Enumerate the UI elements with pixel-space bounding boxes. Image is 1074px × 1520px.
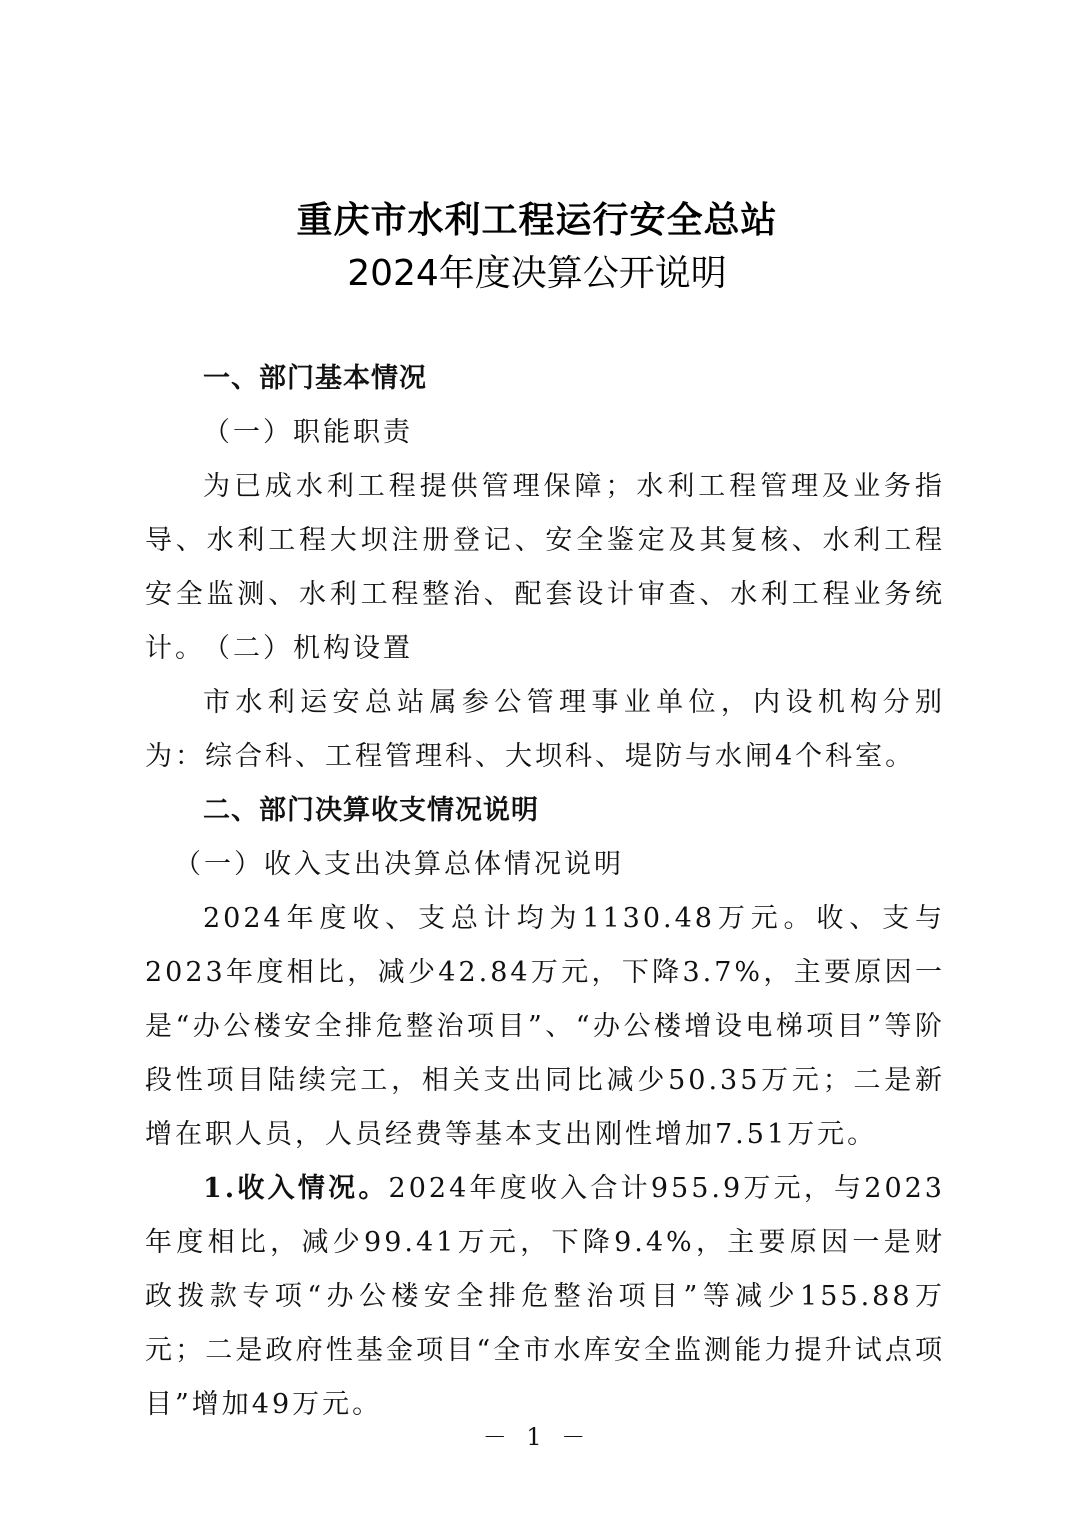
paragraph-functions: 为已成水利工程提供管理保障；水利工程管理及业务指导、水利工程大坝注册登记、安全鉴定及其复核、水利工程安全监测、水利工程整治、配套设计审查、水利工程业务统计。 xyxy=(145,471,945,664)
page-number: － 1 － xyxy=(482,1423,592,1451)
paragraph-income xyxy=(145,1162,945,1432)
section-heading-1: 一、部门基本情况 xyxy=(203,363,427,394)
income-body: 2024年度收入合计955.9万元，与2023年度相比，减少99.41万元，下降9.4%，主要原因一是财政拨款专项“办公楼安全排危整治项目”等减少155.88万元；二是政府性基金项目“全市水库安全监测能力提升试点项目”增加49万元。 xyxy=(145,1173,945,1420)
subsection-heading-2-1: （一）收入支出决算总体情况说明 xyxy=(174,849,624,880)
document-title-line2: 2024年度决算公开说明 xyxy=(347,253,727,294)
document-title-line1: 重庆市水利工程运行安全总站 xyxy=(296,199,778,241)
section-heading-2: 二、部门决算收支情况说明 xyxy=(203,795,539,826)
paragraph-overall-income-expense: 2024年度收、支总计均为1130.48万元。收、支与2023年度相比，减少42.84万元，下降3.7%，主要原因一是“办公楼安全排危整治项目”、“办公楼增设电梯项目”等阶段性项目陆续完工，相关支出同比减少50.35万元；二是新增在职人员，人员经费等基本支出刚性增加7.51万元。 xyxy=(145,903,945,1150)
subsection-heading-1-1: （一）职能职责 xyxy=(203,417,413,448)
paragraph-organization: 市水利运安总站属参公管理事业单位，内设机构分别为：综合科、工程管理科、大坝科、堤防与水闸4个科室。 xyxy=(145,687,945,772)
subsection-heading-1-2: （二）机构设置 xyxy=(203,633,413,664)
income-lead: 1.收入情况。 xyxy=(203,1173,389,1204)
